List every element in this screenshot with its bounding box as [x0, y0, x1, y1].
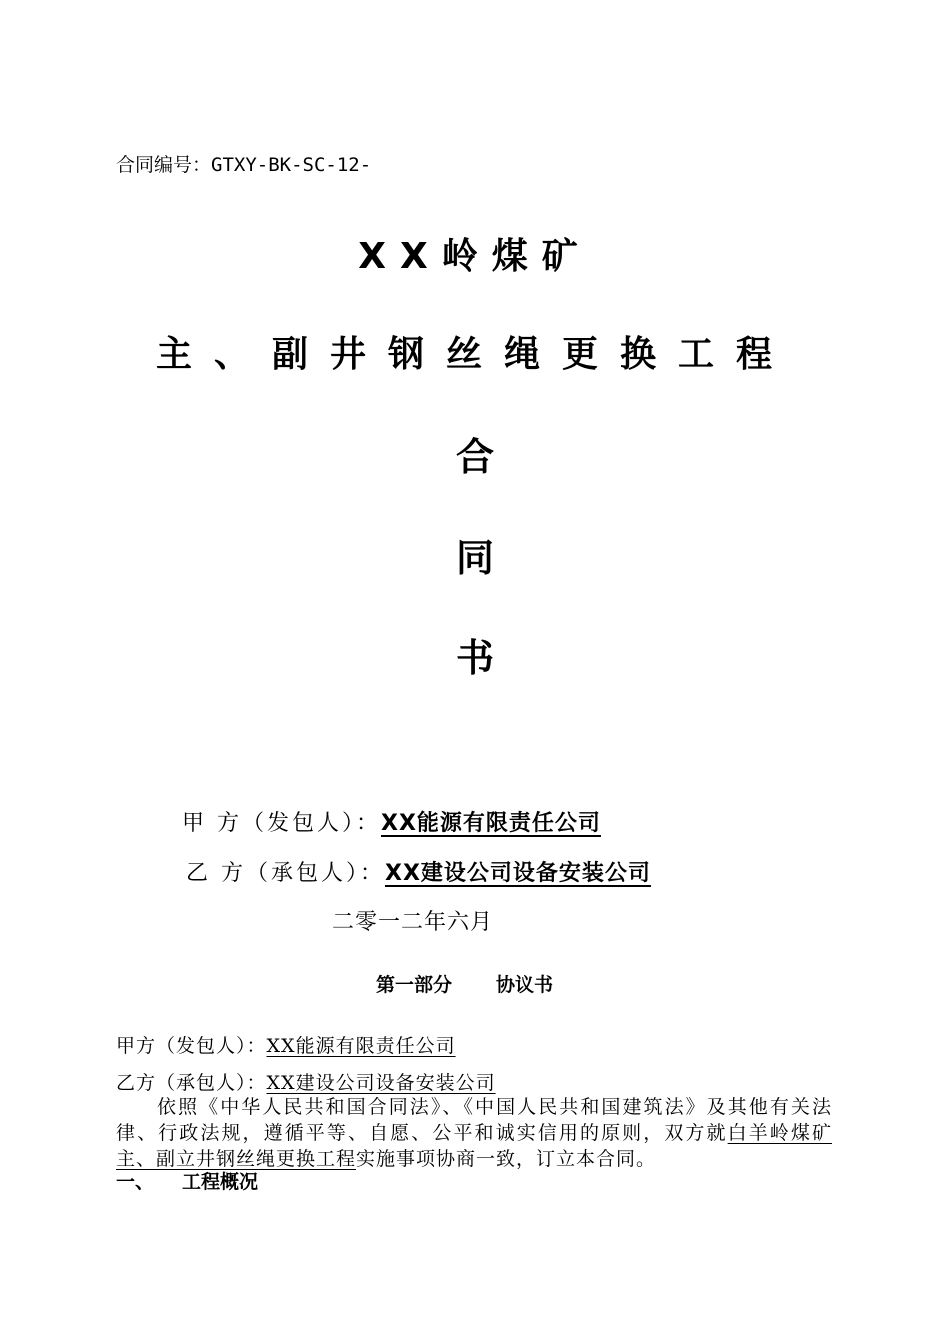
title-char-shu: 书 — [455, 636, 494, 680]
agreement-paragraph — [116, 1094, 832, 1172]
section-part: 第一部分 — [376, 974, 453, 996]
paragraph-lead: 依照《中华人民共和国合同法》、《中国人民共和国建筑法》及其他有关法律、行政法规，遵循平等、自愿、公平和诚实信用的原则，双方就 — [116, 1096, 832, 1144]
cover-party-b-value: XX建设公司设备安装公司 — [385, 861, 651, 886]
agreement-party-a — [116, 1031, 456, 1058]
title-char-tong: 同 — [455, 536, 494, 580]
cover-party-a-label: 甲 方（发包人）： — [182, 811, 381, 836]
heading-text: 工程概况 — [182, 1171, 259, 1193]
agreement-party-a-label: 甲方（发包人）： — [116, 1035, 267, 1057]
section-title — [376, 970, 553, 997]
heading-number: 一、 — [116, 1171, 155, 1193]
section-heading-overview — [116, 1167, 258, 1194]
agreement-party-b — [116, 1068, 496, 1095]
cover-party-b — [186, 856, 651, 887]
cover-party-b-label: 乙 方（承包人）： — [186, 861, 385, 886]
title-project-name: 主、副井钢丝绳更换工程 — [155, 334, 794, 375]
agreement-party-b-value: XX建设公司设备安装公司 — [266, 1072, 496, 1094]
section-name: 协议书 — [496, 974, 554, 996]
contract-date: 二零一二年六月 — [332, 910, 494, 935]
title-char-he: 合 — [455, 435, 494, 479]
agreement-party-b-label: 乙方（承包人）： — [116, 1072, 267, 1094]
title-mine-name: XX岭煤矿 — [358, 236, 592, 277]
cover-party-a-value: XX能源有限责任公司 — [381, 811, 601, 836]
cover-party-a — [182, 806, 601, 837]
paragraph-tail: 实施事项协商一致，订立本合同。 — [356, 1148, 657, 1170]
contract-number: 合同编号：GTXY-BK-SC-12- — [116, 154, 372, 176]
agreement-party-a-value: XX能源有限责任公司 — [266, 1035, 456, 1057]
paragraph-project: 白羊岭煤矿主、副立井钢丝绳更换工程 — [116, 1122, 832, 1170]
